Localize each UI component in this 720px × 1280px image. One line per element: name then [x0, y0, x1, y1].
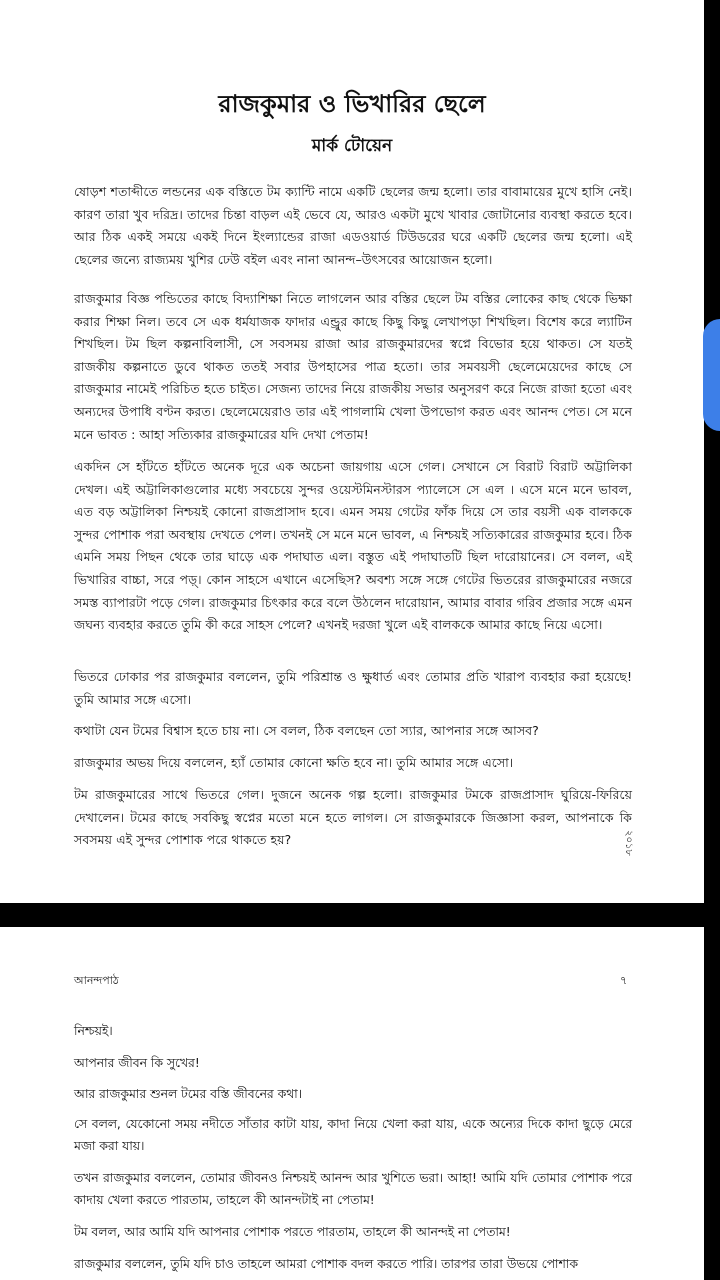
- paragraph-11: সে বলল, যেকোনো সময় নদীতে সাঁতার কাটা যায়, কাদা নিয়ে খেলা করা যায়, একে অন্যের দিকে কাদা ছুড়ে মেরে মজা করা যায়।: [74, 1117, 632, 1153]
- paragraph-6: রাজকুমার অভয় দিয়ে বললেন, হ্যাঁ তোমার কোনো ক্ষতি হবে না। তুমি আমার সঙ্গে এসো।: [74, 755, 514, 770]
- paragraph-2: রাজকুমার বিজ্ঞ পন্ডিতের কাছে বিদ্যাশিক্ষা নিতে লাগলেন আর বস্তির ছেলে টম বস্তির লোকের কাছ থেকে ভিক্ষা করার শিক্ষা নিল। তবে সে এক ধর্মযাজক ফাদার এন্ড্রুর কাছে কিছু কিছু লেখাপড়া শিখছিল। বিশেষ করে ল্যাটিন শিখছিল। টম ছিল কল্পনাবিলাসী, সে সবসময় রাজা আর রাজকুমারদের স্বপ্নে বিভোর হয়ে থাকত। সে যতই রাজকীয় কল্পনাতে ডুবে থাকত ততই সবার উপহাসের পাত্র হতো। তার সমবয়সী ছেলেমেয়েদের কাছে সে রাজকুমার নামেই পরিচিত হতে চাইত। সেজন্য তাদের নিয়ে রাজকীয় সভার অনুসরণ করে নিজে রাজা হতো এবং অন্যদের উপাধি বণ্টন করত। ছেলেমেয়েরাও তার এই পাগলামি খেলা উপভোগ করত এবং আনন্দ পেত। সে মনে মনে ভাবত : আহা সত্যিকার রাজকুমারের যদি দেখা পেতাম!: [74, 291, 632, 442]
- paragraph-9: আপনার জীবন কি সুখের!: [74, 1056, 200, 1070]
- paragraph-14: রাজকুমার বললেন, তুমি যদি চাও তাহলে আমরা পোশাক বদল করতে পারি। তারপর তারা উভয়ে পোশাক: [74, 1257, 578, 1271]
- paragraph-5: কথাটা যেন টমের বিশ্বাস হতে চায় না। সে বলল, ঠিক বলছেন তো স্যার, আপনার সঙ্গে আসব?: [74, 723, 539, 738]
- scroll-handle[interactable]: [703, 319, 720, 431]
- paragraph-10: আর রাজকুমার শুনল টমের বস্তি জীবনের কথা।: [74, 1087, 303, 1101]
- side-year-mark: ২০১৮: [623, 830, 634, 856]
- paragraph-12: তখন রাজকুমার বললেন, তোমার জীবনও নিশ্চয়ই আনন্দ আর খুশিতে ভরা। আহা! আমি যদি তোমার পোশাক পরে কাদায় খেলা করতে পারতাম, তাহলে কী আনন্দটাই না পেতাম!: [74, 1171, 632, 1207]
- paragraph-1: ষোড়শ শতাব্দীতে লন্ডনের এক বস্তিতে টম ক্যান্টি নামে একটি ছেলের জন্ম হলো। তার বাবামায়ের মুখে হাসি নেই। কারণ তারা খুব দরিদ্র। তাদের চিন্তা বাড়ল এই ভেবে যে, আরও একটা মুখে খাবার জোটানোর ব্যবস্থা করতে হবে। আর ঠিক একই সময়ে একই দিনে ইংল্যান্ডের রাজা এডওয়ার্ড টিউডরের ঘরে একটি ছেলের জন্ম হলো। এই ছেলের জন্যে রাজ্যময় খুশির ঢেউ বইল এবং নানা আনন্দ–উৎসবের আয়োজন হলো।: [74, 184, 632, 267]
- paragraph-7: টম রাজকুমারের সাথে ভিতরে গেল। দুজনে অনেক গল্প হলো। রাজকুমার টমকে রাজপ্রাসাদ ঘুরিয়ে-ফিরিয়ে দেখালেন। টমের কাছে সবকিছু স্বপ্নের মতো মনে হতে লাগল। সে রাজকুমারকে জিজ্ঞাসা করল, আপনাকে কি সবসময় এই সুন্দর পোশাক পরে থাকতে হয়?: [74, 787, 632, 848]
- story-title: রাজকুমার ও ভিখারির ছেলে: [218, 90, 486, 118]
- story-author: মার্ক টোয়েন: [311, 136, 393, 156]
- paragraph-8: নিশ্চয়ই।: [74, 1024, 113, 1038]
- paragraph-13: টম বলল, আর আমি যদি আপনার পোশাক পরতে পারতাম, তাহলে কী আনন্দই না পেতাম!: [74, 1225, 511, 1239]
- paragraph-4: ভিতরে ঢোকার পর রাজকুমার বললেন, তুমি পরিশ্রান্ত ও ক্ষুধার্ত এবং তোমার প্রতি খারাপ ব্যবহার করা হয়েছে! তুমি আমার সঙ্গে এসো।: [74, 669, 632, 707]
- page-number: ৭: [620, 974, 628, 987]
- book-page-2: [0, 927, 704, 1280]
- paragraph-3: একদিন সে হাঁটতে হাঁটতে অনেক দূরে এক অচেনা জায়গায় এসে গেল। সেখানে সে বিরাট বিরাট অট্টালিকা দেখল। এই অট্টালিকাগুলোর মধ্যে সবচেয়ে সুন্দর ওয়েস্টমিনস্টারস প্যালেসে সে এল । এসে মনে মনে ভাবল, এত বড় অট্টালিকা নিশ্চয়ই কোনো রাজপ্রাসাদ হবে। এমন সময় গেটের ফাঁক দিয়ে সে তার বয়সী এক বালককে সুন্দর পোশাক পরা অবস্থায় দেখতে পেল। তখনই সে মনে মনে ভাবল, এ নিশ্চয়ই সত্যিকারের রাজকুমার হবে। ঠিক এমনি সময় পিছন থেকে তার ঘাড়ে এক পদাঘাত এল। বস্তুত এই পদাঘাতটি ছিল দারোয়ানের। সে বলল, এই ভিখারির বাচ্চা, সরে পড়্। কোন সাহসে এখানে এসেছিস? অবশ্য সঙ্গে সঙ্গে গেটের ভিতরের রাজকুমারের নজরে সমস্ত ব্যাপারটা পড়ে গেল। রাজকুমার চিৎকার করে বলে উঠলেন দারোয়ান, আমার বাবার গরিব প্রজার সঙ্গে এমন জঘন্য ব্যবহার করতে তুমি কী করে সাহস পেলে? এখনই দরজা খুলে এই বালককে আমার কাছে নিয়ে এসো।: [74, 459, 632, 633]
- running-head: আনন্দপাঠ: [74, 974, 119, 987]
